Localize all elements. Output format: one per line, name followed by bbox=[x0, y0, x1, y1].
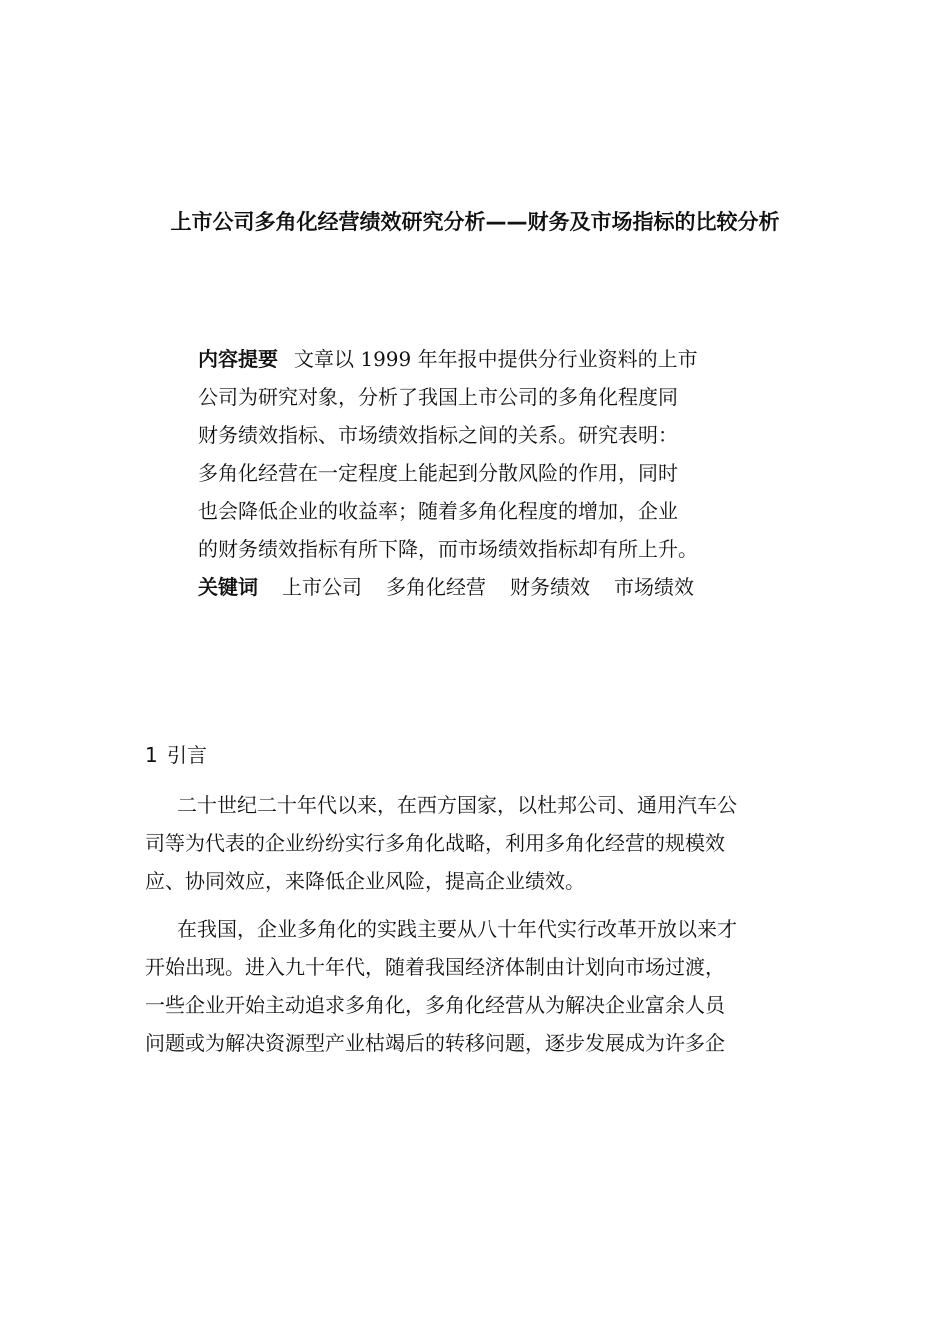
paragraph-line: 一些企业开始主动追求多角化，多角化经营从为解决企业富余人员 bbox=[145, 993, 725, 1017]
abstract-label: 内容提要 bbox=[198, 347, 278, 371]
abstract-line-4: 多角化经营在一定程度上能起到分散风险的作用，同时 bbox=[198, 461, 678, 485]
section-number: 1 bbox=[145, 743, 158, 767]
keywords-label: 关键词 bbox=[198, 575, 258, 599]
abstract-line-1 bbox=[198, 340, 758, 378]
paragraph bbox=[145, 786, 815, 900]
keyword-item: 多角化经营 bbox=[386, 575, 486, 599]
paper-title: 上市公司多角化经营绩效研究分析——财务及市场指标的比较分析 bbox=[170, 210, 780, 234]
paragraph-line: 开始出现。进入九十年代，随着我国经济体制由计划向市场过渡， bbox=[145, 955, 725, 979]
abstract-line-2: 公司为研究对象，分析了我国上市公司的多角化程度同 bbox=[198, 385, 678, 409]
paragraph bbox=[145, 910, 815, 1062]
keyword-item: 财务绩效 bbox=[510, 575, 590, 599]
abstract-line-6: 的财务绩效指标有所下降，而市场绩效指标却有所上升。 bbox=[198, 537, 698, 561]
keyword-item: 市场绩效 bbox=[614, 575, 694, 599]
paragraph-line: 在我国，企业多角化的实践主要从八十年代实行改革开放以来才 bbox=[177, 917, 737, 941]
body-text bbox=[145, 786, 815, 1062]
keywords-line bbox=[198, 568, 758, 606]
abstract-block bbox=[198, 340, 758, 606]
abstract-line-5: 也会降低企业的收益率；随着多角化程度的增加，企业 bbox=[198, 499, 678, 523]
paragraph-line: 问题或为解决资源型产业枯竭后的转移问题，逐步发展成为许多企 bbox=[145, 1031, 725, 1055]
paragraph-line: 应、协同效应，来降低企业风险，提高企业绩效。 bbox=[145, 869, 585, 893]
keyword-item: 上市公司 bbox=[282, 575, 362, 599]
paragraph-line: 司等为代表的企业纷纷实行多角化战略，利用多角化经营的规模效 bbox=[145, 831, 725, 855]
section-title: 引言 bbox=[167, 743, 207, 767]
abstract-line-3: 财务绩效指标、市场绩效指标之间的关系。研究表明： bbox=[198, 423, 678, 447]
abstract-text-1: 文章以 1999 年年报中提供分行业资料的上市 bbox=[294, 347, 698, 371]
section-heading bbox=[145, 740, 207, 770]
paragraph-line: 二十世纪二十年代以来，在西方国家，以杜邦公司、通用汽车公 bbox=[177, 793, 737, 817]
